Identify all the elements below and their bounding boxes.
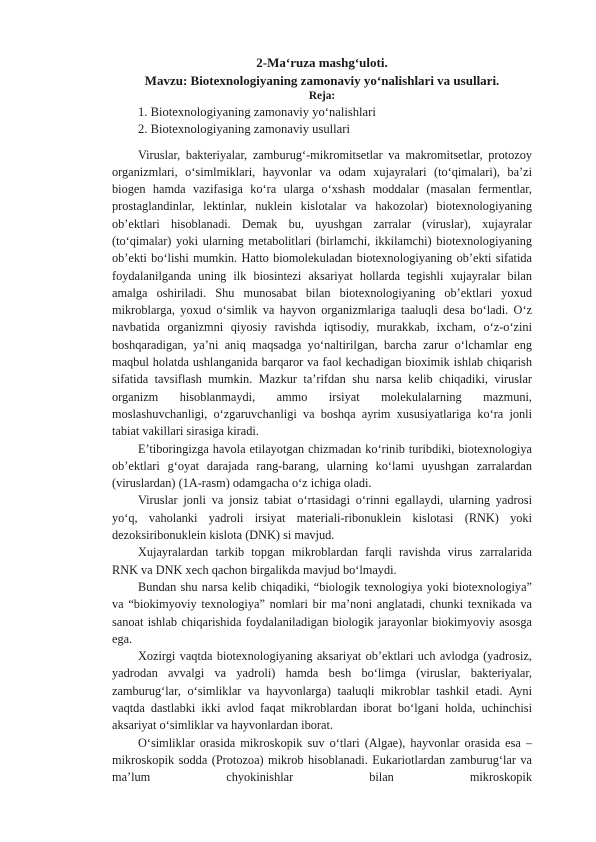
plan-item: 2. Biotexnologiyaning zamonaviy usullari bbox=[138, 122, 350, 136]
paragraph: Xujayralardan tarkib topgan mikroblardan farqli ravishda virus zarralarida RNK va DNK xech qachon birgalikda mavjud bo‘lmaydi. bbox=[112, 545, 532, 577]
paragraph: E’tiboringizga havola etilayotgan chizmadan ko‘rinib turibdiki, biotexnologiya ob’ektlari g‘oyat darajada rang-barang, ularning ko‘lami uyushgan zarralardan (viruslardan) (1A-rasm) odamgacha o‘z ichiga oladi. bbox=[112, 441, 532, 491]
lecture-title: 2-Ma‘ruza mashg‘uloti. bbox=[256, 55, 388, 70]
paragraph: Xozirgi vaqtda biotexnologiyaning aksariyat ob’ektlari uch avlodga (yadrosiz, yadrodan avvalgi va yadroli) hamda besh bo‘limga (viruslar, bakteriyalar, zamburug‘lar, o‘simliklar va hayvonlarga) taaluqli mikroblar tashkil etadi. Ayni vaqtda dastlabki ikki avlod faqat mikroblardan iborat bo‘lgani holda, uchinchisi aksariyat o‘simliklar va hayvonlardan iborat. bbox=[112, 649, 532, 733]
paragraph: O‘simliklar orasida mikroskopik suv o‘tlari (Algae), hayvonlar orasida esa – mikroskopik sodda (Protozoa) mikrob hisoblanadi. Eukariotlardan zamburug‘lar va ma’lum chyokinishlar bilan mikroskopik bbox=[112, 735, 532, 785]
plan-label: Reja: bbox=[308, 90, 336, 102]
document-page bbox=[112, 54, 532, 786]
paragraph: Viruslar jonli va jonsiz tabiat o‘rtasidagi o‘rinni egallaydi, ularning yadrosi yo‘q, vaholanki yadroli irsiyat materiali-ribonuklein kislotasi (RNK) yoki dezoksiribonuklein kislota (DNK) si mavjud. bbox=[112, 493, 532, 543]
paragraph: Viruslar, bakteriyalar, zamburug‘-mikromitsetlar va makromitsetlar, protozoy organizmlari, o‘simlmiklari, hayvonlar va odam xujayralari (to‘qimalari), ba’zi biogen hamda vazifasiga ko‘ra ularga o‘xshash moddalar (masalan fermentlar, prostaglandinlar, lektinlar, nuklein kislotalar va hakozolar) biotexnologiyaning ob’ektlari hisoblanadi. Demak bu, uyushgan zarralar (viruslar), xujayralar (to‘qimalar) yoki ularning metabolitlari (birlamchi, ikkilamchi) biotexnologiyaning ob’ekti bo‘lishi mumkin. Hatto biomolekuladan biotexnologiyaning ob’ekti sifatida foydalanilganda uning ilk biosintezi aksariyat hollarda tegishli xujayralar bilan amalga oshiriladi. Shu munosabat bilan biotexnologiyaning ob’ektlari yoxud mikroblarga, yoxud o‘simlik va hayvon organizmlariga taaluqli desa bo‘ladi. O‘z navbatida organizmni qiyosiy ravishda iqtisodiy, murakkab, ixcham, o‘z-o‘zini boshqaradigan, ya’ni aniq maqsadga yo‘naltirilgan, barcha zarur o‘lchamlar eng maqbul holatda ushlanganida barqaror va faol kechadigan bioximik ishlab chiqarish sifatida tavsiflash mumkin. Mazkur ta’rifdan shu narsa kelib chiqadiki, viruslar organizm hisoblanmaydi, ammo irsiyat molekulalarning mazmuni, moslashuvchanligi, o‘zgaruvchanligi va boshqa ayrim xususiyatlariga ko‘ra jonli tabiat vakillari sirasiga kiradi. bbox=[112, 147, 532, 439]
plan-list bbox=[112, 104, 532, 139]
spacer bbox=[112, 139, 532, 147]
plan-item: 1. Biotexnologiyaning zamonaviy yo‘nalishlari bbox=[138, 104, 376, 119]
paragraph: Bundan shu narsa kelib chiqadiki, “biologik texnologiya yoki biotexnologiya” va “biokimyoviy texnologiya” nomlari bir ma’noni anglatadi, chunki texnikada va sanoat ishlab chiqarishida foydalaniladigan biologik jarayonlar biokimyoviy asosga ega. bbox=[112, 579, 532, 646]
topic-title: Mavzu: Biotexnologiyaning zamonaviy yo‘nalishlari va usullari. bbox=[144, 72, 500, 88]
